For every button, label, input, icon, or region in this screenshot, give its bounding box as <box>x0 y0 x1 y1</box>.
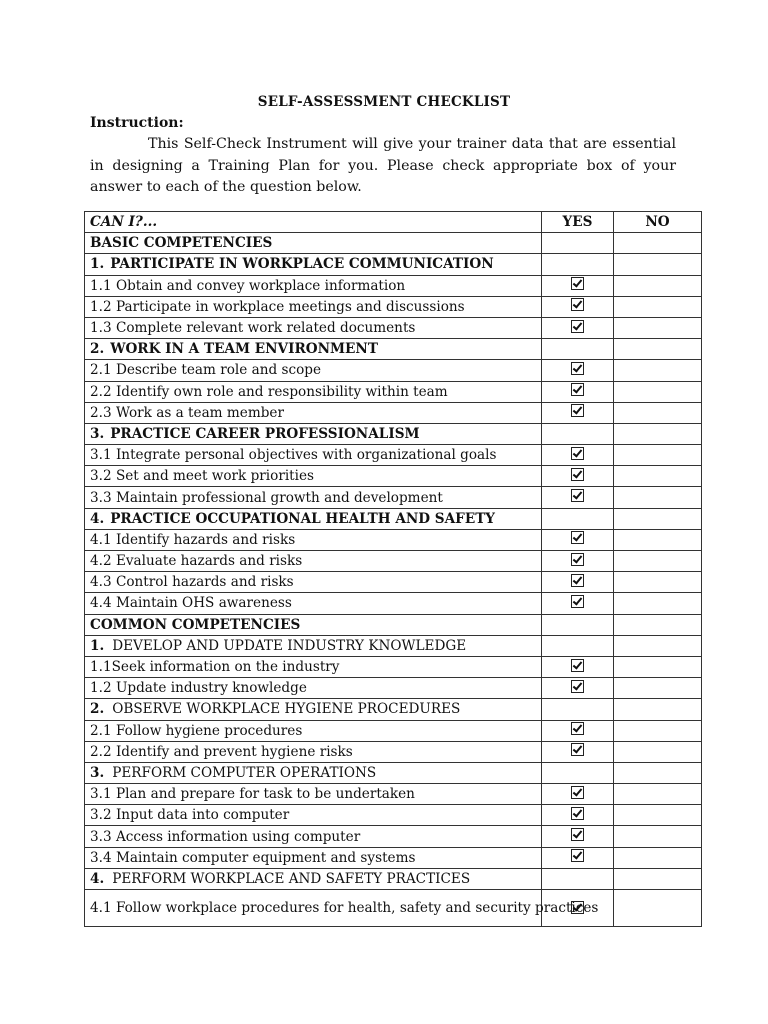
item-label: 4.1 Identify hazards and risks <box>85 529 542 550</box>
yes-cell[interactable] <box>542 699 614 720</box>
item-label: 3.3 Maintain professional growth and development <box>85 487 542 508</box>
item-label: 4.1 Follow workplace procedures for health, safety and security practices <box>85 890 542 927</box>
yes-cell[interactable] <box>542 678 614 699</box>
unit-label: DEVELOP AND UPDATE INDUSTRY KNOWLEDGE <box>112 637 467 654</box>
yes-cell[interactable] <box>542 868 614 889</box>
unit-row <box>85 508 702 529</box>
table-row <box>85 296 702 317</box>
unit-cell <box>85 699 542 720</box>
no-cell[interactable] <box>614 360 702 381</box>
unit-row <box>85 868 702 889</box>
unit-cell <box>85 423 542 444</box>
yes-cell[interactable] <box>542 402 614 423</box>
no-cell[interactable] <box>614 678 702 699</box>
unit-number: 2. <box>90 701 105 718</box>
item-label: 1.2 Participate in workplace meetings and discussions <box>85 296 542 317</box>
item-label: 3.2 Input data into computer <box>85 805 542 826</box>
no-cell[interactable] <box>614 699 702 720</box>
unit-label: PRACTICE CAREER PROFESSIONALISM <box>110 425 420 442</box>
item-label: 3.4 Maintain computer equipment and systems <box>85 847 542 868</box>
checkbox-checked-icon[interactable] <box>571 786 584 799</box>
item-label: 2.3 Work as a team member <box>85 402 542 423</box>
table-row <box>85 890 702 927</box>
yes-cell[interactable] <box>542 847 614 868</box>
no-cell[interactable] <box>614 381 702 402</box>
yes-cell[interactable] <box>542 381 614 402</box>
unit-row <box>85 339 702 360</box>
checkbox-checked-icon[interactable] <box>571 828 584 841</box>
checkbox-checked-icon[interactable] <box>571 277 584 290</box>
table-row <box>85 656 702 677</box>
no-cell[interactable] <box>614 805 702 826</box>
unit-row <box>85 699 702 720</box>
no-cell[interactable] <box>614 784 702 805</box>
unit-cell <box>85 254 542 275</box>
yes-cell[interactable] <box>542 339 614 360</box>
item-label: 2.2 Identify own role and responsibility within team <box>85 381 542 402</box>
unit-row <box>85 762 702 783</box>
checkbox-checked-icon[interactable] <box>571 595 584 608</box>
yes-cell[interactable] <box>542 296 614 317</box>
yes-cell[interactable] <box>542 466 614 487</box>
table-row <box>85 551 702 572</box>
yes-cell[interactable] <box>542 487 614 508</box>
item-label: 2.1 Follow hygiene procedures <box>85 720 542 741</box>
checkbox-checked-icon[interactable] <box>571 531 584 544</box>
item-label: 4.2 Evaluate hazards and risks <box>85 551 542 572</box>
category-label: BASIC COMPETENCIES <box>85 233 542 254</box>
table-row <box>85 445 702 466</box>
yes-cell[interactable] <box>542 784 614 805</box>
table-row <box>85 678 702 699</box>
checkbox-checked-icon[interactable] <box>571 404 584 417</box>
yes-cell[interactable] <box>542 762 614 783</box>
unit-row <box>85 635 702 656</box>
header-row <box>85 212 702 233</box>
yes-cell[interactable] <box>542 826 614 847</box>
no-cell[interactable] <box>614 614 702 635</box>
item-label: 3.3 Access information using computer <box>85 826 542 847</box>
unit-cell <box>85 635 542 656</box>
unit-label: PARTICIPATE IN WORKPLACE COMMUNICATION <box>110 256 494 273</box>
no-cell[interactable] <box>614 508 702 529</box>
yes-cell[interactable] <box>542 593 614 614</box>
no-cell[interactable] <box>614 445 702 466</box>
checkbox-checked-icon[interactable] <box>571 574 584 587</box>
checkbox-checked-icon[interactable] <box>571 680 584 693</box>
no-cell[interactable] <box>614 720 702 741</box>
unit-label: PRACTICE OCCUPATIONAL HEALTH AND SAFETY <box>110 510 496 527</box>
no-cell[interactable] <box>614 868 702 889</box>
no-cell[interactable] <box>614 826 702 847</box>
checkbox-checked-icon[interactable] <box>571 901 584 914</box>
yes-cell[interactable] <box>542 317 614 338</box>
item-label: 2.1 Describe team role and scope <box>85 360 542 381</box>
no-cell[interactable] <box>614 551 702 572</box>
no-cell[interactable] <box>614 762 702 783</box>
checkbox-checked-icon[interactable] <box>571 298 584 311</box>
yes-cell[interactable] <box>542 805 614 826</box>
table-row <box>85 317 702 338</box>
table-row <box>85 572 702 593</box>
no-cell[interactable] <box>614 635 702 656</box>
instruction-label: Instruction: <box>90 115 184 131</box>
item-label: 4.3 Control hazards and risks <box>85 572 542 593</box>
no-cell[interactable] <box>614 339 702 360</box>
table-row <box>85 720 702 741</box>
unit-label: WORK IN A TEAM ENVIRONMENT <box>110 341 378 358</box>
table-row <box>85 402 702 423</box>
unit-label: PERFORM COMPUTER OPERATIONS <box>112 764 377 781</box>
category-row <box>85 614 702 635</box>
checklist-table <box>84 211 702 927</box>
header-question: CAN I?... <box>85 212 542 233</box>
category-row <box>85 233 702 254</box>
no-cell[interactable] <box>614 487 702 508</box>
table-row <box>85 826 702 847</box>
item-label: 3.2 Set and meet work priorities <box>85 466 542 487</box>
no-cell[interactable] <box>614 529 702 550</box>
no-cell[interactable] <box>614 741 702 762</box>
table-row <box>85 381 702 402</box>
item-label: 1.2 Update industry knowledge <box>85 678 542 699</box>
checkbox-checked-icon[interactable] <box>571 362 584 375</box>
yes-cell[interactable] <box>542 275 614 296</box>
yes-cell[interactable] <box>542 233 614 254</box>
no-cell[interactable] <box>614 656 702 677</box>
unit-label: PERFORM WORKPLACE AND SAFETY PRACTICES <box>112 870 471 887</box>
item-label: 1.1Seek information on the industry <box>85 656 542 677</box>
unit-cell <box>85 762 542 783</box>
item-label: 2.2 Identify and prevent hygiene risks <box>85 741 542 762</box>
item-label: 1.1 Obtain and convey workplace information <box>85 275 542 296</box>
yes-cell[interactable] <box>542 572 614 593</box>
unit-number: 3. <box>90 425 105 442</box>
no-cell[interactable] <box>614 572 702 593</box>
yes-cell[interactable] <box>542 360 614 381</box>
table-row <box>85 805 702 826</box>
unit-number: 4. <box>90 870 105 887</box>
checkbox-checked-icon[interactable] <box>571 722 584 735</box>
unit-number: 1. <box>90 637 105 654</box>
unit-number: 3. <box>90 764 105 781</box>
no-cell[interactable] <box>614 593 702 614</box>
yes-cell[interactable] <box>542 254 614 275</box>
unit-label: OBSERVE WORKPLACE HYGIENE PROCEDURES <box>112 701 461 718</box>
header-yes: YES <box>542 212 614 233</box>
no-cell[interactable] <box>614 890 702 927</box>
checkbox-checked-icon[interactable] <box>571 659 584 672</box>
no-cell[interactable] <box>614 402 702 423</box>
yes-cell[interactable] <box>542 614 614 635</box>
checkbox-checked-icon[interactable] <box>571 489 584 502</box>
no-cell[interactable] <box>614 466 702 487</box>
unit-number: 4. <box>90 510 105 527</box>
table-row <box>85 593 702 614</box>
instruction-text: This Self-Check Instrument will give your trainer data that are essential in designing a Training Plan for you. Please check appropriate box of your answer to each of the question below. <box>90 136 676 195</box>
unit-number: 1. <box>90 256 105 273</box>
table-row <box>85 529 702 550</box>
table-row <box>85 784 702 805</box>
page-title: SELF-ASSESSMENT CHECKLIST <box>257 94 511 110</box>
yes-cell[interactable] <box>542 551 614 572</box>
no-cell[interactable] <box>614 233 702 254</box>
yes-cell[interactable] <box>542 635 614 656</box>
table-row <box>85 487 702 508</box>
item-label: 4.4 Maintain OHS awareness <box>85 593 542 614</box>
no-cell[interactable] <box>614 254 702 275</box>
table-row <box>85 360 702 381</box>
checkbox-checked-icon[interactable] <box>571 468 584 481</box>
no-cell[interactable] <box>614 296 702 317</box>
checkbox-checked-icon[interactable] <box>571 849 584 862</box>
table-row <box>85 275 702 296</box>
yes-cell[interactable] <box>542 656 614 677</box>
yes-cell[interactable] <box>542 423 614 444</box>
yes-cell[interactable] <box>542 720 614 741</box>
no-cell[interactable] <box>614 275 702 296</box>
checkbox-checked-icon[interactable] <box>571 807 584 820</box>
checkbox-checked-icon[interactable] <box>571 383 584 396</box>
header-no: NO <box>614 212 702 233</box>
item-label: 1.3 Complete relevant work related documents <box>85 317 542 338</box>
checkbox-checked-icon[interactable] <box>571 447 584 460</box>
table-row <box>85 847 702 868</box>
unit-cell <box>85 868 542 889</box>
unit-cell <box>85 339 542 360</box>
item-label: 3.1 Integrate personal objectives with organizational goals <box>85 445 542 466</box>
unit-row <box>85 423 702 444</box>
checklist-body <box>85 212 702 927</box>
unit-row <box>85 254 702 275</box>
no-cell[interactable] <box>614 317 702 338</box>
no-cell[interactable] <box>614 423 702 444</box>
table-row <box>85 466 702 487</box>
category-label: COMMON COMPETENCIES <box>85 614 542 635</box>
yes-cell[interactable] <box>542 508 614 529</box>
item-label: 3.1 Plan and prepare for task to be undertaken <box>85 784 542 805</box>
yes-cell[interactable] <box>542 445 614 466</box>
table-row <box>85 741 702 762</box>
unit-number: 2. <box>90 341 105 358</box>
no-cell[interactable] <box>614 847 702 868</box>
checkbox-checked-icon[interactable] <box>571 320 584 333</box>
yes-cell[interactable] <box>542 741 614 762</box>
yes-cell[interactable] <box>542 529 614 550</box>
unit-cell <box>85 508 542 529</box>
checkbox-checked-icon[interactable] <box>571 553 584 566</box>
checkbox-checked-icon[interactable] <box>571 743 584 756</box>
